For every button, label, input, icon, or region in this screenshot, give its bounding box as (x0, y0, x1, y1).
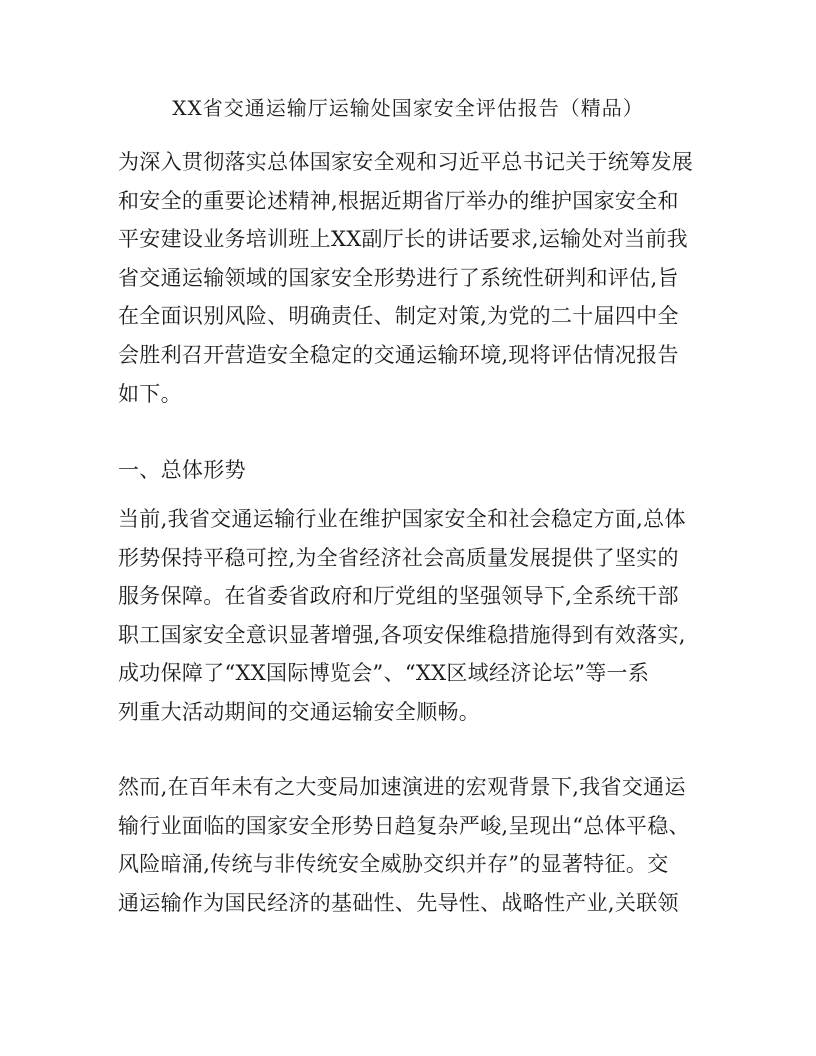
text-line: 输行业面临的国家安全形势日趋复杂严峻,呈现出“总体平稳、 (118, 813, 690, 838)
text-line: 在全面识别风险、明确责任、制定对策,为党的二十届四中全 (118, 304, 679, 329)
text-line: 会胜利召开营造安全稳定的交通运输环境,现将评估情况报告 (118, 342, 679, 367)
text-line: 为深入贯彻落实总体国家安全观和习近平总书记关于统筹发展 (118, 150, 694, 174)
text-line: 风险暗涌,传统与非传统安全威胁交织并存”的显著特征。交 (118, 852, 669, 877)
intro-paragraph (118, 143, 700, 413)
text-line: 通运输作为国民经济的基础性、先导性、战略性产业,关联领 (118, 890, 679, 915)
text-line: 省交通运输领域的国家安全形势进行了系统性研判和评估,旨 (118, 265, 679, 290)
section-heading-text: 一、总体形势 (118, 458, 246, 482)
text-line: 列重大活动期间的交通运输安全顺畅。 (118, 699, 481, 724)
text-line: 成功保障了“XX国际博览会”、“XX区域经济论坛”等一系 (118, 661, 650, 686)
text-line: 和安全的重要论述精神,根据近期省厅举办的维护国家安全和 (118, 188, 679, 213)
text-line: 职工国家安全意识显著增强,各项安保维稳措施得到有效落实, (118, 622, 686, 647)
situation-paragraph (118, 500, 700, 732)
text-line: 平安建设业务培训班上XX副厅长的讲话要求,运输处对当前我 (118, 227, 688, 252)
text-line: 服务保障。在省委省政府和厅党组的坚强领导下,全系统干部 (118, 584, 679, 609)
text-line: 当前,我省交通运输行业在维护国家安全和社会稳定方面,总体 (118, 507, 686, 531)
text-line: 形势保持平稳可控,为全省经济社会高质量发展提供了坚实的 (118, 545, 679, 570)
risk-paragraph (118, 768, 700, 922)
text-line: 如下。 (118, 381, 182, 406)
document-title: XX省交通运输厅运输处国家安全评估报告（精品） (172, 96, 644, 120)
text-line: 然而,在百年未有之大变局加速演进的宏观背景下,我省交通运 (118, 775, 686, 799)
section-heading (118, 451, 700, 490)
